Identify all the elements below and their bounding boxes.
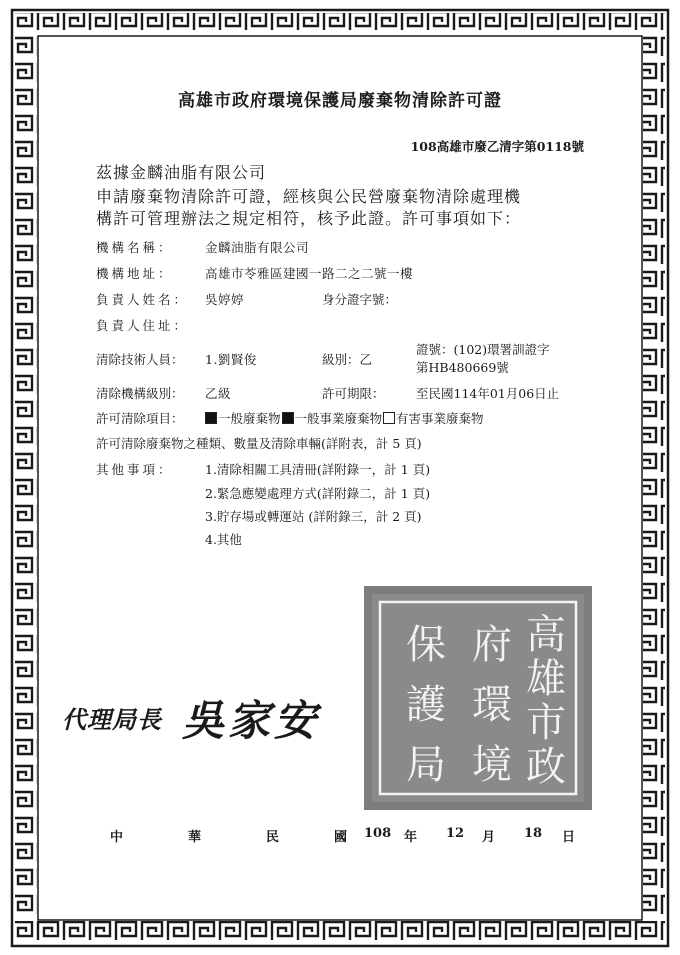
date-month: 12 bbox=[446, 826, 465, 841]
period-label: 許可期限： bbox=[322, 386, 385, 401]
certificate-line-2: 第HB480669號 bbox=[416, 360, 509, 375]
seal-char: 府 bbox=[472, 622, 512, 668]
waste-types-line: 許可清除廢棄物之種類、數量及清除車輛(詳附表，計 5 頁) bbox=[96, 436, 422, 451]
signature-title: 代理局長 bbox=[62, 705, 162, 734]
item-industrial-waste: 一般事業廢棄物 bbox=[294, 411, 383, 426]
item-general-waste: 一般廢棄物 bbox=[218, 411, 281, 426]
org-address-value: 高雄市苓雅區建國一路二之二號一樓 bbox=[205, 266, 414, 281]
item-hazardous-waste: 有害事業廢棄物 bbox=[396, 411, 484, 426]
certificate-title: 高雄市政府環境保護局廢棄物清除許可證 bbox=[178, 91, 502, 111]
date-char: 國 bbox=[334, 830, 348, 845]
seal-char: 保 bbox=[406, 622, 446, 668]
org-name-label: 機構名稱： bbox=[96, 240, 174, 255]
seal-char: 護 bbox=[406, 682, 446, 728]
items-label: 許可清除項目： bbox=[96, 411, 184, 426]
other-item-4: 4.其他 bbox=[205, 532, 242, 547]
items-list bbox=[204, 409, 484, 427]
level-label: 清除機構級別： bbox=[96, 386, 184, 401]
owner-label: 負責人姓名： bbox=[96, 292, 190, 307]
seal-char: 環 bbox=[472, 682, 512, 728]
other-item-2: 2.緊急應變處理方式(詳附錄二，計 1 頁) bbox=[205, 486, 431, 501]
date-char: 民 bbox=[266, 830, 280, 845]
seal-char: 高 bbox=[526, 612, 566, 658]
signature-name: 吳家安 bbox=[182, 696, 321, 745]
org-address-label: 機構地址： bbox=[96, 266, 174, 281]
owner-value: 吳婷婷 bbox=[205, 292, 245, 307]
intro-line-1: 茲據金麟油脂有限公司 bbox=[96, 163, 267, 182]
grade-label: 級別：乙 bbox=[322, 352, 373, 367]
period-value: 至民國114年01月06日止 bbox=[416, 386, 560, 401]
intro-line-2: 申請廢棄物清除許可證，經核與公民營廢棄物清除處理機 bbox=[96, 187, 522, 206]
document-number: 108高雄市廢乙清字第0118號 bbox=[410, 139, 584, 154]
other-item-1: 1.清除相關工具清冊(詳附錄一，計 1 頁) bbox=[205, 462, 431, 477]
seal-char: 市 bbox=[526, 700, 566, 746]
date-char: 日 bbox=[562, 830, 576, 845]
seal-char: 境 bbox=[472, 742, 512, 788]
date-char: 月 bbox=[482, 830, 496, 845]
unchecked-box-icon bbox=[383, 412, 395, 424]
checked-box-icon bbox=[282, 412, 294, 424]
certificate-line-1: 證號：(102)環署訓證字 bbox=[416, 342, 550, 357]
official-seal bbox=[364, 586, 592, 810]
date-char: 年 bbox=[404, 830, 418, 845]
owner-address-label: 負責人住址： bbox=[96, 318, 190, 333]
other-items-label: 其他事項： bbox=[96, 462, 174, 477]
seal-char: 局 bbox=[406, 742, 446, 788]
technician-label: 清除技術人員： bbox=[96, 352, 184, 367]
other-item-3: 3.貯存場或轉運站 (詳附錄三，計 2 頁) bbox=[205, 509, 422, 524]
date-char: 中 bbox=[110, 830, 124, 845]
date-char: 華 bbox=[188, 830, 202, 845]
date-year: 108 bbox=[364, 826, 392, 841]
technician-value: 1.劉賢俊 bbox=[205, 352, 257, 367]
seal-char: 雄 bbox=[526, 656, 566, 702]
org-name-value: 金麟油脂有限公司 bbox=[205, 240, 310, 255]
id-number-label: 身分證字號： bbox=[322, 292, 398, 307]
seal-char: 政 bbox=[526, 744, 566, 790]
checked-box-icon bbox=[205, 412, 217, 424]
date-day: 18 bbox=[524, 826, 543, 841]
level-value: 乙級 bbox=[205, 386, 232, 401]
intro-line-3: 構許可管理辦法之規定相符，核予此證。許可事項如下： bbox=[96, 209, 522, 228]
